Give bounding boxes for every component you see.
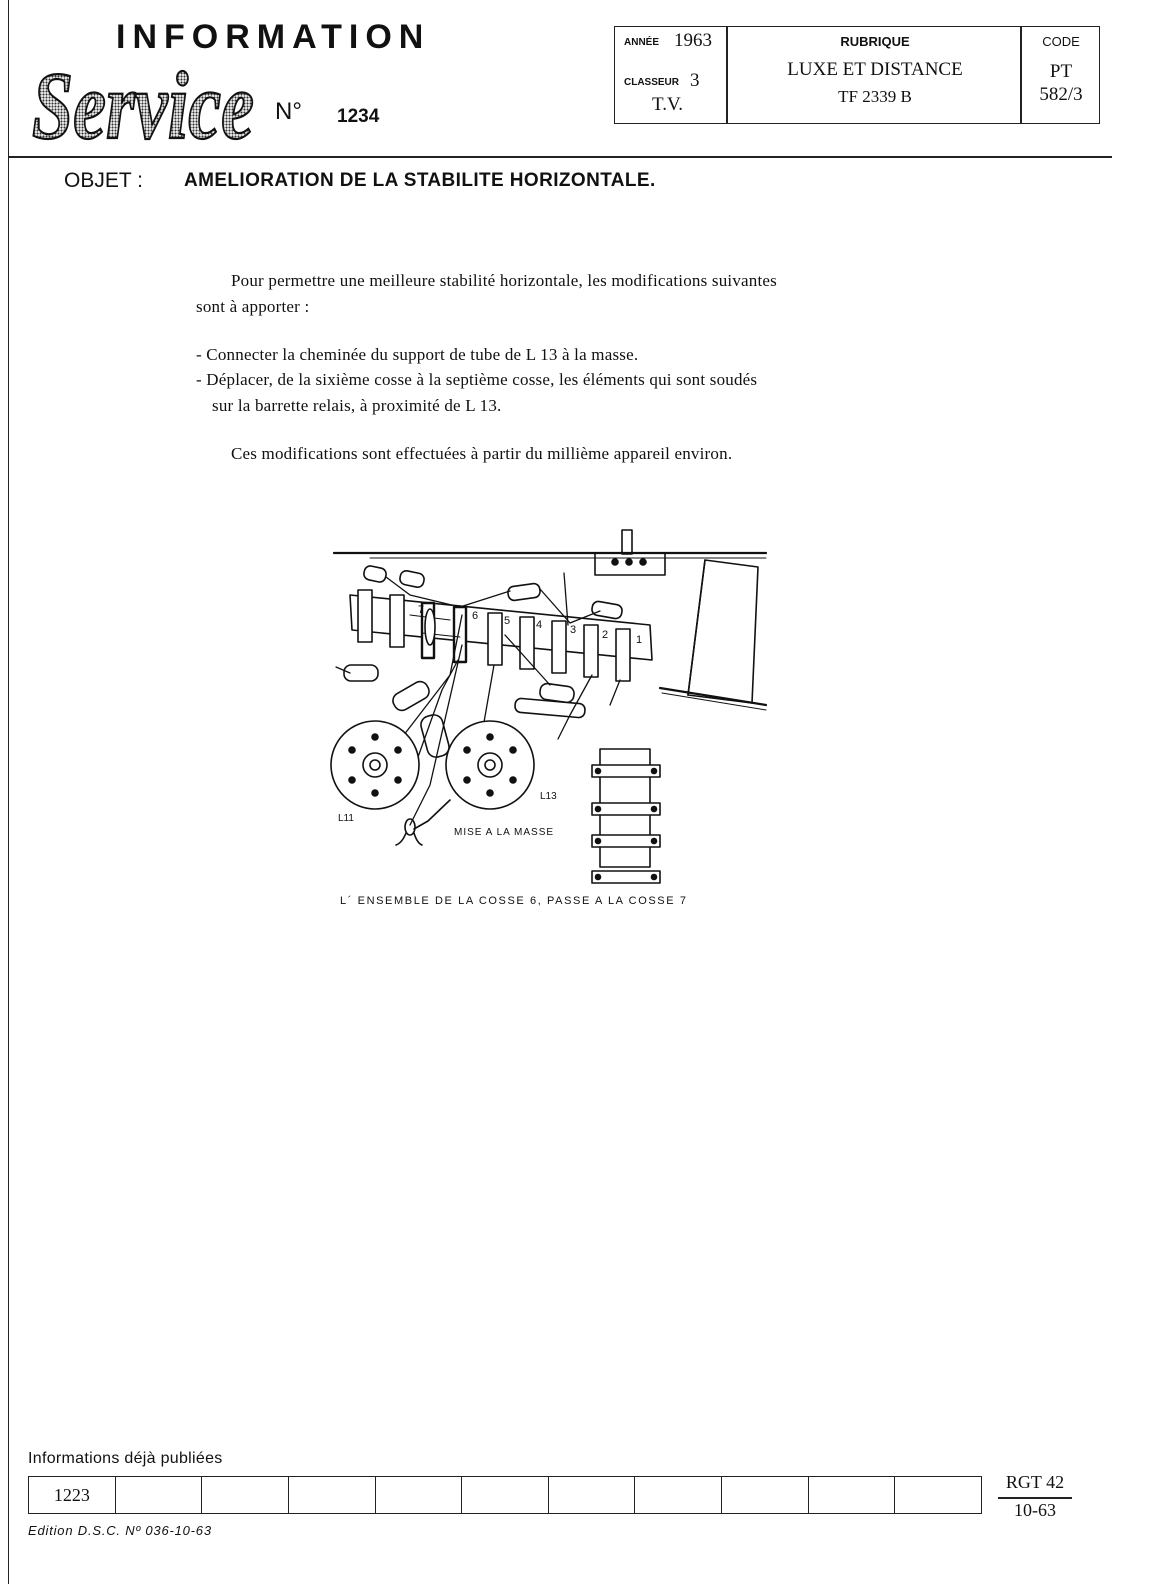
chassis-rail: [334, 530, 766, 575]
published-cell: [635, 1477, 722, 1513]
number-label: N°: [275, 98, 302, 125]
published-cell: [549, 1477, 636, 1513]
rubrique-line1: LUXE ET DISTANCE: [787, 59, 963, 80]
metal-panel: [660, 560, 766, 710]
annee-label: ANNÉE: [624, 37, 660, 48]
published-cell: [895, 1477, 981, 1513]
modification-item-2-line1: - Déplacer, de la sixième cosse à la septième cosse, les éléments qui sont soudés: [196, 370, 758, 389]
rgt-reference: RGT 42: [1005, 1472, 1065, 1492]
published-cell: [462, 1477, 549, 1513]
left-margin-rule: [8, 0, 9, 1584]
terminal-number: 2: [602, 629, 609, 641]
classeur-label: CLASSEUR: [624, 77, 680, 88]
label-l11: L11: [338, 813, 354, 824]
paragraph-intro-line1: Pour permettre une meilleure stabilité horizontale, les modifications suivantes: [231, 271, 777, 290]
code-line1: PT: [1049, 61, 1073, 82]
published-cell: [116, 1477, 203, 1513]
paragraph-conclusion: Ces modifications sont effectuées à partir du millième appareil environ.: [231, 444, 733, 463]
paragraph-intro-line2: sont à apporter :: [196, 297, 310, 316]
annee-value: 1963: [674, 30, 712, 51]
label-l13: L13: [540, 791, 557, 802]
masthead-information-word: INFORMATION: [116, 18, 431, 56]
code-label: CODE: [1042, 34, 1080, 49]
terminal-number: 7: [418, 604, 425, 616]
coil-l13: [446, 721, 534, 809]
terminal-number: 4: [536, 619, 543, 631]
rgt-divider: [998, 1497, 1072, 1499]
published-cell: [289, 1477, 376, 1513]
figure-caption: L´ ENSEMBLE DE LA COSSE 6, PASSE A LA COSSE 7: [340, 895, 688, 907]
number-value: 1234: [337, 106, 380, 127]
service-logo-text: Service: [32, 52, 254, 148]
terminal-number: 6: [472, 610, 479, 622]
edition-note: Edition D.S.C. Nº 036-10-63: [28, 1523, 212, 1538]
modification-item-1: - Connecter la cheminée du support de tube de L 13 à la masse.: [196, 345, 639, 364]
rubrique-line2: TF 2339 B: [838, 87, 912, 106]
objet-value: AMELIORATION DE LA STABILITE HORIZONTALE.: [184, 170, 656, 191]
service-logo: [30, 30, 260, 148]
published-info-label: Informations déjà publiées: [28, 1450, 223, 1467]
published-cell: [722, 1477, 809, 1513]
modification-item-2-line2: sur la barrette relais, à proximité de L 13.: [212, 396, 502, 415]
side-relay-strip: [592, 749, 660, 883]
code-line2: 582/3: [1039, 84, 1083, 105]
terminal-number: 1: [636, 634, 643, 646]
terminal-number: 3: [570, 624, 577, 636]
published-table: [28, 1476, 982, 1514]
published-cell: 1223: [29, 1477, 116, 1513]
published-cell: [376, 1477, 463, 1513]
header-rule: [8, 156, 1112, 158]
category-value: T.V.: [652, 94, 683, 115]
label-mise-a-la-masse: MISE A LA MASSE: [454, 827, 555, 838]
published-cell: [202, 1477, 289, 1513]
terminal-number: 5: [504, 615, 511, 627]
rubrique-label: RUBRIQUE: [840, 34, 910, 49]
coil-l11: [331, 721, 419, 809]
rgt-date: 10-63: [1014, 1500, 1056, 1520]
published-cell: [809, 1477, 896, 1513]
schematic-figure: [330, 525, 770, 895]
objet-label: OBJET :: [64, 169, 143, 192]
classeur-value: 3: [690, 70, 700, 91]
ground-lug: [396, 800, 450, 845]
